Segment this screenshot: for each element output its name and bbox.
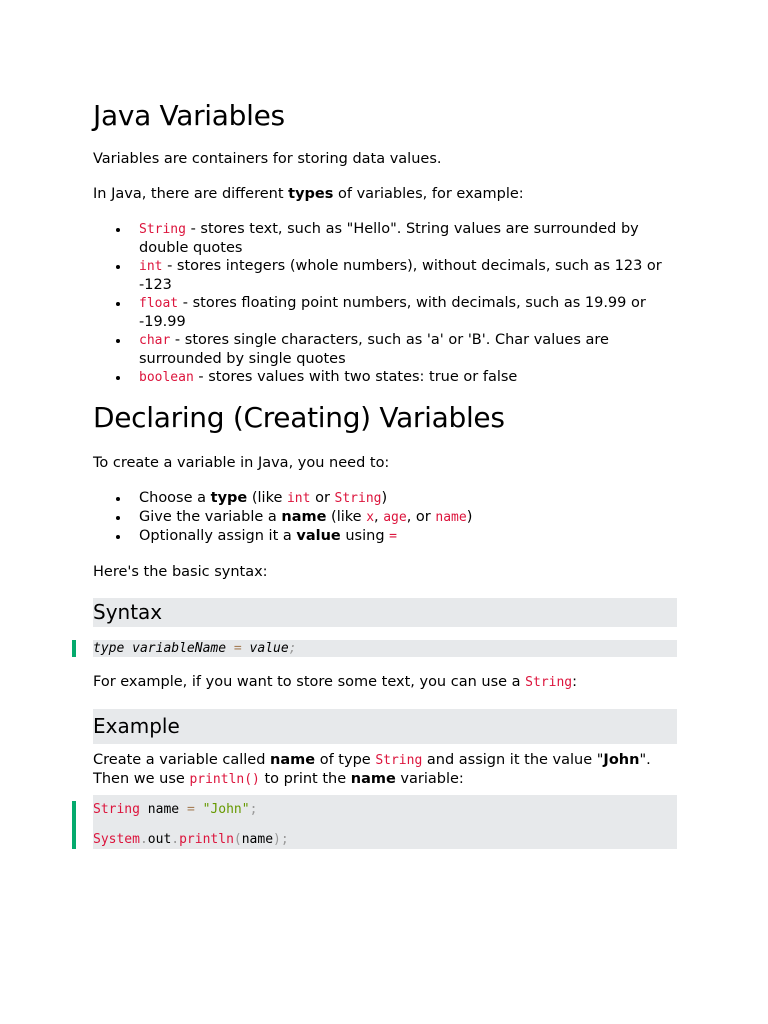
example-intro-code: String	[525, 675, 573, 690]
code-token-type: String	[93, 802, 140, 817]
type-description: - stores integers (whole numbers), without decimals, such as 123 or -123	[139, 258, 662, 293]
example-bold: name	[350, 771, 396, 787]
syntax-code-block	[93, 640, 677, 657]
code-token-operator: =	[186, 802, 195, 817]
code-token-string: "John"	[202, 802, 250, 817]
step-text: using	[340, 528, 390, 544]
article	[93, 96, 683, 849]
code-token	[195, 802, 203, 817]
syntax-code-text: value	[241, 641, 289, 656]
example-text: variable:	[395, 771, 464, 787]
step-code: =	[389, 529, 397, 544]
syntax-heading: Syntax	[93, 598, 677, 627]
code-token: name	[139, 802, 187, 817]
syntax-code-text: type variableName	[93, 641, 234, 656]
types-intro-bold: types	[288, 186, 334, 202]
step-code: x	[366, 510, 375, 525]
example-intro	[93, 673, 683, 692]
code-line	[93, 801, 677, 831]
code-token: name	[241, 832, 274, 847]
step-code: age	[383, 510, 407, 525]
code-token-punctuation: (	[233, 832, 242, 847]
steps-list	[93, 489, 683, 546]
example-code-block	[93, 801, 677, 849]
type-description: - stores single characters, such as 'a' or 'B'. Char values are surrounded by single quotes	[139, 332, 609, 367]
list-item	[139, 527, 683, 546]
example-intro-text: :	[572, 674, 578, 690]
types-intro-before: In Java, there are different	[93, 186, 289, 202]
code-token-class: System	[93, 832, 140, 847]
example-text: Create a variable called	[93, 752, 271, 768]
example-bold: name	[270, 752, 316, 768]
declaring-title: Declaring (Creating) Variables	[93, 401, 505, 434]
step-code: String	[334, 491, 382, 506]
code-token-punctuation: );	[273, 832, 289, 847]
type-code: char	[139, 333, 171, 348]
type-code: float	[139, 296, 179, 311]
step-text: , or	[406, 509, 436, 525]
type-description: - stores text, such as "Hello". String values are surrounded by double quotes	[139, 221, 639, 256]
step-bold: value	[296, 528, 341, 544]
code-token-punctuation: .	[171, 832, 180, 847]
type-code: int	[139, 259, 163, 274]
list-item	[139, 489, 683, 508]
types-intro-paragraph	[93, 185, 683, 203]
list-item	[139, 294, 683, 331]
types-intro-after: of variables, for example:	[333, 186, 524, 202]
intro-paragraph: Variables are containers for storing data values.	[93, 151, 442, 167]
example-bold: John	[603, 752, 640, 768]
code-token-function: println	[179, 832, 234, 847]
step-text: )	[466, 509, 473, 525]
types-list	[93, 220, 683, 387]
step-text: Choose a	[139, 490, 211, 506]
code-line	[93, 831, 677, 861]
example-text: of type	[315, 752, 376, 768]
list-item	[139, 257, 683, 294]
step-text: )	[381, 490, 388, 506]
list-item	[139, 508, 683, 527]
example-heading: Example	[93, 714, 180, 738]
step-text: (like	[326, 509, 367, 525]
step-bold: name	[281, 509, 327, 525]
example-intro-text: For example, if you want to store some text, you can use a	[93, 674, 526, 690]
step-bold: type	[210, 490, 248, 506]
type-code: boolean	[139, 370, 194, 385]
example-code-inline: println()	[189, 772, 260, 787]
example-box	[93, 709, 677, 849]
code-token-punctuation: .	[139, 832, 148, 847]
syntax-intro: Here's the basic syntax:	[93, 564, 268, 580]
type-description: - stores values with two states: true or false	[193, 369, 518, 385]
step-code: name	[435, 510, 467, 525]
step-text: Give the variable a	[139, 509, 282, 525]
declaring-intro: To create a variable in Java, you need to:	[93, 455, 390, 471]
syntax-code-operator: =	[233, 641, 242, 656]
page-title: Java Variables	[93, 99, 285, 132]
step-text: (like	[247, 490, 287, 506]
list-item	[139, 331, 683, 368]
code-token: out	[147, 832, 172, 847]
example-code-inline: String	[375, 753, 423, 768]
list-item	[139, 368, 683, 387]
list-item	[139, 220, 683, 257]
step-text: or	[310, 490, 335, 506]
example-description	[93, 744, 677, 795]
syntax-code-punctuation: ;	[288, 641, 297, 656]
step-text: ,	[374, 509, 384, 525]
type-description: - stores floating point numbers, with decimals, such as 19.99 or -19.99	[139, 295, 646, 330]
step-code: int	[286, 491, 311, 506]
example-text: and assign it the value "	[422, 752, 604, 768]
example-text: ". Then we use	[93, 752, 651, 787]
step-text: Optionally assign it a	[139, 528, 297, 544]
code-token-punctuation: ;	[249, 802, 258, 817]
example-text: to print the	[259, 771, 351, 787]
type-code: String	[139, 222, 186, 237]
